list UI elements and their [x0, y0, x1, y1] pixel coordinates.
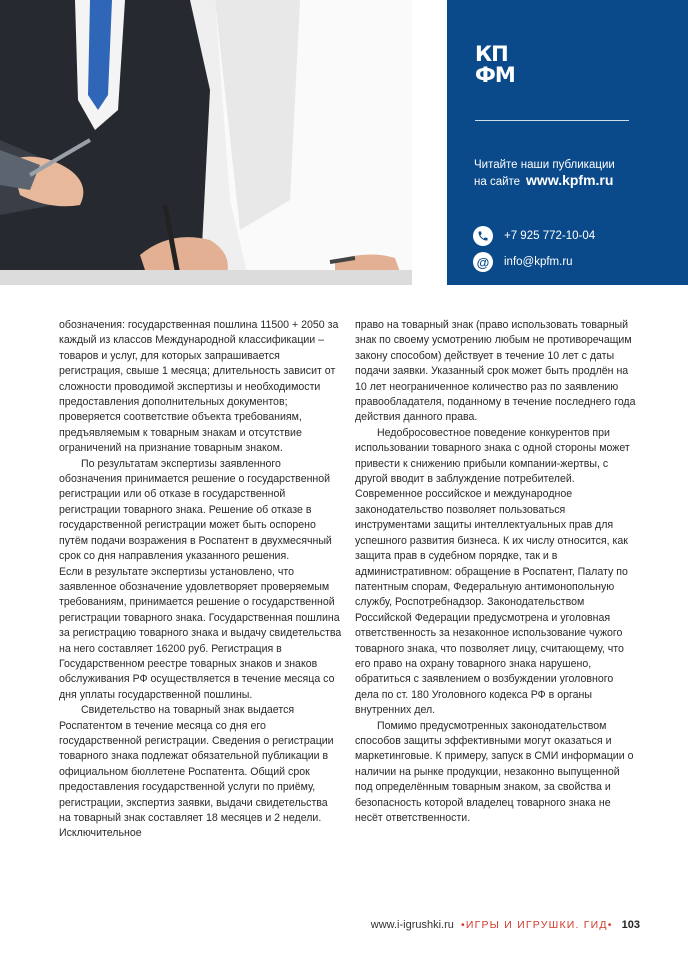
page-footer [371, 919, 640, 931]
phone-number[interactable]: +7 925 772-10-04 [504, 230, 596, 242]
phone-icon [473, 226, 493, 246]
panel-divider [475, 120, 629, 121]
email-address[interactable]: info@kpfm.ru [504, 256, 573, 268]
promo-line-1: Читайте наши публикации [474, 159, 615, 171]
footer-url[interactable]: www.i-igrushki.ru [370, 919, 454, 931]
paragraph: Свидетельство на товарный знак выдается Роспатентом в течение месяца со дня его государственной регистрации. Сведения о регистрации товарного знака подлежат обязательной публикации в официальном бюллетене Роспатента. Общий срок предоставления государственной услуги по приёму, регистрации, экспертиз заявки, выдачи свидетельства на товарный знак составляет 18 месяцев и 2 недели. Исключительное [59, 704, 334, 840]
paragraph: право на товарный знак (право использовать товарный знак по своему усмотрению любым не противоречащим закону способом) действует в течение 10 лет с даты подачи заявки. Указанный срок может быть продлён на 10 лет неограниченное количество раз по заявлению правообладателя, поданному в течение последнего года действия данного права. [355, 319, 636, 424]
promo-line-2: на сайте [474, 176, 521, 188]
website-link[interactable]: www.kpfm.ru [526, 172, 614, 188]
paragraph: По результатам экспертизы заявленного обозначения принимается решение о государственной регистрации или об отказе в государственной регистрации товарного знака. Решение об отказе в государственной регистрации может быть оспорено путём подачи возражения в Роспатент в двухмесячный срок со дня направления указанного решения. [59, 457, 332, 563]
paragraph: Помимо предусмотренных законодательством способов защиты эффективными могут оказаться и маркетинговые. К примеру, запуск в СМИ информации о наличии на рынке продукции, незаконно выпущенной под определённым товарным знаком, за свойства и безопасность которой владелец товарного знака не несёт ответственности. [355, 719, 634, 824]
logo-line-1: КП [475, 42, 508, 66]
page-number: 103 [621, 919, 640, 931]
paragraph: Недобросовестное поведение конкурентов при использовании товарного знака с одной стороны может привести к снижению прибыли компании-жертвы, с другой вводит в заблуждение потребителей. Современное российское и международное законодательство позволяет пользоваться инструментами защиты интеллектуальных прав для успешного развития бизнеса. К их числу относится, как защита прав в судебном порядке, так и в административном: обращение в Роспатент, Палату по патентным спорам, Федеральную антимонопольную службу, Роспотребнадзор. Законодательством Российской Федерации предусмотрена и уголовная ответственность за незаконное использование чужого товарного знака, что позволяет лицу, считающему, что его право на охрану товарного знака нарушено, обратиться с заявлением о возбуждении уголовного дела по ст. 180 Уголовного кодекса РФ в органы внутренних дел. [355, 426, 630, 717]
magazine-title: •ИГРЫ И ИГРУШКИ. ГИД• [460, 919, 613, 931]
kpfm-logo [475, 44, 515, 86]
promo-text [474, 158, 615, 190]
text-column-2 [355, 318, 638, 826]
at-sign-icon: @ [473, 252, 493, 272]
promo-panel [447, 0, 688, 285]
logo-line-2: ФМ [475, 63, 515, 87]
header-photo [0, 0, 412, 285]
paragraph: обозначения: государственная пошлина 11500 + 2050 за каждый из классов Международной классификации – товаров и услуг, для которых запрашивается регистрация, свыше 1 месяца; длительность зависит от сложности проводимой экспертизы и необходимости предоставления дополнительных документов; проверяется соответствие объекта требованиям, предъявляемым к товарным знакам и отсутствие ограничений на признание товарным знаком. [59, 319, 339, 455]
phone-contact [473, 225, 595, 247]
text-column-1 [59, 318, 342, 842]
business-meeting-illustration [0, 0, 412, 285]
paragraph: Если в результате экспертизы установлено, что заявленное обозначение удовлетворяет проверяемым требованиям, принимается решение о государственной регистрации товарного знака. Государственная пошлина за регистрацию товарного знака и выдачу свидетельства на него составляет 16200 руб. Регистрация в Государственном реестре товарных знаков и знаков обслуживания РФ осуществляется в течение месяца со дня уплаты государственной пошлины. [59, 565, 342, 701]
email-contact [473, 251, 573, 273]
